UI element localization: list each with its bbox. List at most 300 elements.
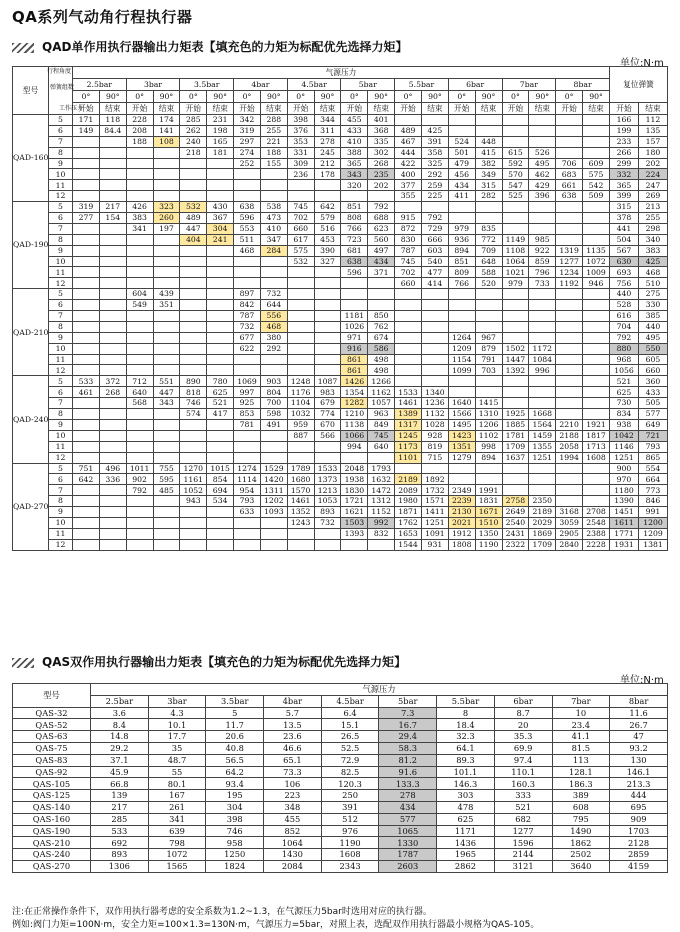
value-cell: 1789: [287, 463, 314, 474]
value-cell: [153, 343, 180, 354]
pressure-col-header: 3.5bar: [180, 79, 234, 91]
value-cell: 433: [341, 125, 368, 136]
value-cell: [421, 311, 448, 322]
value-cell: 793: [234, 496, 261, 507]
value-cell: 93.4: [206, 778, 264, 790]
value-cell: [341, 191, 368, 202]
value-cell: 804: [260, 387, 287, 398]
value-cell: 52.5: [321, 742, 379, 754]
value-cell: 195: [206, 790, 264, 802]
value-cell: [73, 256, 100, 267]
value-cell: [153, 267, 180, 278]
value-cell: [99, 147, 126, 158]
value-cell: 430: [207, 202, 234, 213]
value-cell: [126, 430, 153, 441]
value-cell: [73, 365, 100, 376]
value-cell: [73, 289, 100, 300]
value-cell: [234, 528, 261, 539]
value-cell: 766: [341, 223, 368, 234]
value-cell: 854: [207, 474, 234, 485]
spring-count-cell: 7: [49, 398, 73, 409]
value-cell: 1251: [609, 452, 638, 463]
value-cell: [314, 365, 341, 376]
value-cell: 491: [260, 419, 287, 430]
value-cell: [368, 300, 395, 311]
value-cell: 608: [552, 801, 610, 813]
value-cell: [153, 321, 180, 332]
value-cell: 278: [314, 136, 341, 147]
value-cell: 894: [475, 452, 502, 463]
table-row: [13, 169, 668, 180]
value-cell: 274: [234, 147, 261, 158]
value-cell: [99, 267, 126, 278]
value-cell: 146.3: [437, 778, 495, 790]
value-cell: 928: [421, 430, 448, 441]
value-cell: 916: [341, 343, 368, 354]
model-header: 型号: [13, 67, 49, 115]
value-cell: 80.1: [148, 778, 206, 790]
table-row: [13, 256, 668, 267]
value-cell: [448, 115, 475, 126]
table-row: [13, 539, 668, 550]
value-cell: 2350: [529, 496, 556, 507]
value-cell: 660: [287, 223, 314, 234]
deg0-header: 0°: [341, 91, 368, 103]
value-cell: 11.7: [206, 719, 264, 731]
value-cell: [502, 202, 529, 213]
value-cell: [287, 452, 314, 463]
value-cell: 1064: [502, 256, 529, 267]
value-cell: [421, 202, 448, 213]
value-cell: 495: [638, 332, 667, 343]
value-cell: [153, 234, 180, 245]
value-cell: 695: [610, 801, 668, 813]
value-cell: [556, 463, 583, 474]
value-cell: 1787: [379, 849, 437, 861]
value-cell: [287, 365, 314, 376]
value-cell: 850: [368, 311, 395, 322]
value-cell: 1190: [321, 837, 379, 849]
value-cell: [475, 463, 502, 474]
value-cell: [260, 180, 287, 191]
value-cell: 1101: [395, 452, 422, 463]
deg0-header: 0°: [73, 91, 100, 103]
value-cell: [73, 147, 100, 158]
value-cell: 640: [126, 387, 153, 398]
value-cell: [314, 452, 341, 463]
value-cell: 851: [448, 256, 475, 267]
value-cell: [287, 289, 314, 300]
value-cell: 688: [368, 213, 395, 224]
value-cell: 954: [234, 485, 261, 496]
value-cell: 113: [552, 754, 610, 766]
value-cell: 1533: [314, 463, 341, 474]
value-cell: [448, 463, 475, 474]
value-cell: 282: [475, 191, 502, 202]
value-cell: 166: [609, 115, 638, 126]
value-cell: [73, 278, 100, 289]
value-cell: [73, 267, 100, 278]
value-cell: 1912: [448, 528, 475, 539]
value-cell: 1931: [609, 539, 638, 550]
spring-count-cell: 11: [49, 267, 73, 278]
value-cell: [180, 180, 207, 191]
value-cell: 217: [91, 801, 149, 813]
value-cell: 1317: [395, 419, 422, 430]
table-row: [13, 387, 668, 398]
value-cell: 1703: [610, 825, 668, 837]
value-cell: 1565: [148, 860, 206, 872]
value-cell: 81.2: [379, 754, 437, 766]
value-cell: 208: [126, 125, 153, 136]
value-cell: [260, 354, 287, 365]
spring-count-cell: 8: [49, 496, 73, 507]
value-cell: [180, 332, 207, 343]
value-cell: 331: [287, 147, 314, 158]
value-cell: 297: [234, 136, 261, 147]
value-cell: [556, 311, 583, 322]
value-cell: 1991: [475, 485, 502, 496]
value-cell: 516: [314, 223, 341, 234]
value-cell: 422: [395, 158, 422, 169]
value-cell: [234, 441, 261, 452]
value-cell: 371: [368, 267, 395, 278]
value-cell: [475, 311, 502, 322]
value-cell: [126, 267, 153, 278]
value-cell: 46.6: [264, 742, 322, 754]
value-cell: 236: [287, 169, 314, 180]
value-cell: [153, 245, 180, 256]
value-cell: [207, 289, 234, 300]
value-cell: [395, 321, 422, 332]
value-cell: [368, 539, 395, 550]
value-cell: [502, 311, 529, 322]
value-cell: [99, 441, 126, 452]
note-line-2: 例如:阀门力矩=100N·m，安全力矩=100×1.3=130N·m，气源压力=5bar，对照上表，选配双作用执行器最小规格为QAS-105。: [12, 920, 540, 930]
value-cell: 959: [287, 419, 314, 430]
value-cell: 1330: [379, 837, 437, 849]
value-cell: 319: [234, 125, 261, 136]
end-header: 结束: [421, 103, 448, 115]
value-cell: [126, 180, 153, 191]
value-cell: [207, 332, 234, 343]
value-cell: 1099: [448, 365, 475, 376]
value-cell: 946: [583, 278, 610, 289]
value-cell: [314, 311, 341, 322]
value-cell: 351: [153, 300, 180, 311]
value-cell: 285: [180, 115, 207, 126]
value-cell: 853: [234, 409, 261, 420]
value-cell: 642: [314, 202, 341, 213]
value-cell: 1180: [609, 485, 638, 496]
value-cell: [502, 463, 529, 474]
value-cell: 818: [180, 387, 207, 398]
value-cell: [99, 300, 126, 311]
value-cell: 221: [260, 136, 287, 147]
value-cell: 842: [234, 300, 261, 311]
value-cell: 178: [314, 169, 341, 180]
value-cell: 1181: [341, 311, 368, 322]
value-cell: 1709: [502, 441, 529, 452]
value-cell: 110.1: [494, 766, 552, 778]
value-cell: 390: [314, 245, 341, 256]
value-cell: 830: [395, 234, 422, 245]
value-cell: [180, 300, 207, 311]
value-cell: [99, 256, 126, 267]
model-cell: QAD-240: [13, 376, 49, 463]
value-cell: 787: [234, 311, 261, 322]
value-cell: [421, 365, 448, 376]
value-cell: 213: [638, 202, 667, 213]
value-cell: 1171: [437, 825, 495, 837]
value-cell: 640: [368, 441, 395, 452]
spring-count-cell: 12: [49, 278, 73, 289]
value-cell: [421, 343, 448, 354]
value-cell: 65.1: [264, 754, 322, 766]
value-cell: 2130: [448, 507, 475, 518]
value-cell: [502, 387, 529, 398]
value-cell: 1871: [395, 507, 422, 518]
value-cell: 8: [437, 707, 495, 719]
value-cell: 1206: [475, 419, 502, 430]
value-cell: 1319: [556, 245, 583, 256]
value-cell: 4.3: [148, 707, 206, 719]
value-cell: 2228: [583, 539, 610, 550]
value-cell: 1190: [475, 539, 502, 550]
value-cell: [395, 343, 422, 354]
value-cell: 534: [207, 496, 234, 507]
value-cell: 462: [529, 169, 556, 180]
value-cell: 915: [395, 213, 422, 224]
value-cell: 434: [379, 801, 437, 813]
value-cell: 625: [609, 387, 638, 398]
value-cell: 298: [638, 223, 667, 234]
value-cell: 1064: [264, 837, 322, 849]
value-cell: [502, 398, 529, 409]
value-cell: 2322: [502, 539, 529, 550]
value-cell: 11.6: [610, 707, 668, 719]
value-cell: [126, 365, 153, 376]
value-cell: 2431: [502, 528, 529, 539]
value-cell: [207, 158, 234, 169]
model-cell: QAS-75: [13, 742, 91, 754]
deg0-header: 0°: [126, 91, 153, 103]
value-cell: [99, 180, 126, 191]
value-cell: [502, 332, 529, 343]
value-cell: [207, 311, 234, 322]
value-cell: 521: [207, 398, 234, 409]
value-cell: 1817: [583, 430, 610, 441]
value-cell: 10.1: [148, 719, 206, 731]
value-cell: [153, 517, 180, 528]
value-cell: 233: [609, 136, 638, 147]
value-cell: [126, 278, 153, 289]
value-cell: 498: [368, 354, 395, 365]
value-cell: [73, 158, 100, 169]
value-cell: [153, 452, 180, 463]
value-cell: 10: [552, 707, 610, 719]
value-cell: [448, 474, 475, 485]
value-cell: 1172: [529, 343, 556, 354]
spring-count-cell: 12: [49, 539, 73, 550]
value-cell: [260, 528, 287, 539]
value-cell: [99, 158, 126, 169]
value-cell: [99, 343, 126, 354]
value-cell: 551: [153, 376, 180, 387]
value-cell: [287, 191, 314, 202]
value-cell: [180, 343, 207, 354]
value-cell: 586: [368, 343, 395, 354]
value-cell: 323: [153, 202, 180, 213]
value-cell: 367: [207, 213, 234, 224]
value-cell: 1132: [421, 409, 448, 420]
value-cell: 1709: [529, 539, 556, 550]
value-cell: 425: [421, 125, 448, 136]
table-row: [13, 849, 668, 861]
value-cell: [502, 485, 529, 496]
pressure-col-header: 7bar: [552, 695, 610, 707]
value-cell: 255: [638, 213, 667, 224]
value-cell: 732: [260, 289, 287, 300]
value-cell: [73, 300, 100, 311]
spring-count-cell: 6: [49, 300, 73, 311]
value-cell: [153, 496, 180, 507]
value-cell: 638: [234, 202, 261, 213]
value-cell: 224: [638, 169, 667, 180]
table-row: [13, 234, 668, 245]
value-cell: 218: [180, 147, 207, 158]
value-cell: 497: [368, 245, 395, 256]
value-cell: [314, 441, 341, 452]
value-cell: [207, 321, 234, 332]
value-cell: [73, 485, 100, 496]
value-cell: 365: [609, 180, 638, 191]
value-cell: [448, 311, 475, 322]
value-cell: [180, 354, 207, 365]
table-row: [13, 245, 668, 256]
value-cell: [287, 311, 314, 322]
value-cell: [583, 202, 610, 213]
value-cell: 133.3: [379, 778, 437, 790]
value-cell: [126, 158, 153, 169]
value-cell: [207, 180, 234, 191]
value-cell: 1351: [448, 441, 475, 452]
value-cell: 315: [475, 180, 502, 191]
value-cell: 1390: [609, 496, 638, 507]
value-cell: 2548: [583, 517, 610, 528]
value-cell: [99, 507, 126, 518]
value-cell: 448: [475, 136, 502, 147]
value-cell: 1668: [529, 409, 556, 420]
value-cell: 2029: [529, 517, 556, 528]
value-cell: 84.4: [99, 125, 126, 136]
value-cell: 1892: [421, 474, 448, 485]
value-cell: 661: [556, 180, 583, 191]
qas-pressure-row: [13, 695, 668, 707]
value-cell: [73, 398, 100, 409]
start-header: 开始: [395, 103, 422, 115]
value-cell: 198: [207, 125, 234, 136]
value-cell: 477: [421, 267, 448, 278]
table-row: [13, 354, 668, 365]
pressure-col-header: 8bar: [556, 79, 610, 91]
value-cell: 319: [73, 202, 100, 213]
value-cell: 2189: [395, 474, 422, 485]
value-cell: [529, 202, 556, 213]
value-cell: [556, 332, 583, 343]
value-cell: [556, 321, 583, 332]
value-cell: 434: [368, 256, 395, 267]
value-cell: 723: [341, 234, 368, 245]
value-cell: [502, 474, 529, 485]
value-cell: 197: [153, 223, 180, 234]
value-cell: 415: [475, 147, 502, 158]
table-row: [13, 300, 668, 311]
value-cell: 692: [91, 837, 149, 849]
value-cell: 861: [341, 354, 368, 365]
spring-count-cell: 10: [49, 256, 73, 267]
value-cell: 2540: [502, 517, 529, 528]
value-cell: 1461: [287, 496, 314, 507]
value-cell: [207, 430, 234, 441]
value-cell: [180, 278, 207, 289]
value-cell: 660: [395, 278, 422, 289]
table-row: [13, 837, 668, 849]
value-cell: 1411: [421, 507, 448, 518]
value-cell: 528: [609, 300, 638, 311]
value-cell: 1234: [556, 267, 583, 278]
value-cell: 261: [148, 801, 206, 813]
value-cell: 1533: [395, 387, 422, 398]
value-cell: [556, 300, 583, 311]
value-cell: [73, 311, 100, 322]
value-cell: 903: [260, 376, 287, 387]
value-cell: 225: [421, 191, 448, 202]
value-cell: 434: [448, 180, 475, 191]
value-cell: 1042: [609, 430, 638, 441]
value-cell: 174: [153, 115, 180, 126]
value-cell: 638: [556, 191, 583, 202]
value-cell: [529, 387, 556, 398]
qad-section-title: [12, 38, 407, 55]
value-cell: 429: [529, 180, 556, 191]
value-cell: 444: [395, 147, 422, 158]
value-cell: 550: [638, 343, 667, 354]
value-cell: 439: [153, 289, 180, 300]
value-cell: [556, 398, 583, 409]
value-cell: [421, 321, 448, 332]
value-cell: [234, 365, 261, 376]
value-cell: 48.7: [148, 754, 206, 766]
value-cell: 746: [180, 398, 207, 409]
value-cell: 1245: [395, 430, 422, 441]
value-cell: 304: [207, 223, 234, 234]
value-cell: 299: [609, 158, 638, 169]
value-cell: 335: [368, 136, 395, 147]
model-cell: QAS-210: [13, 837, 91, 849]
value-cell: 2905: [556, 528, 583, 539]
spring-count-cell: 11: [49, 180, 73, 191]
value-cell: [314, 289, 341, 300]
value-cell: 440: [638, 321, 667, 332]
value-cell: 389: [552, 790, 610, 802]
pressure-col-header: 4bar: [234, 79, 288, 91]
value-cell: 751: [73, 463, 100, 474]
value-cell: 501: [448, 147, 475, 158]
value-cell: 1490: [552, 825, 610, 837]
value-cell: 721: [638, 430, 667, 441]
value-cell: 967: [475, 332, 502, 343]
